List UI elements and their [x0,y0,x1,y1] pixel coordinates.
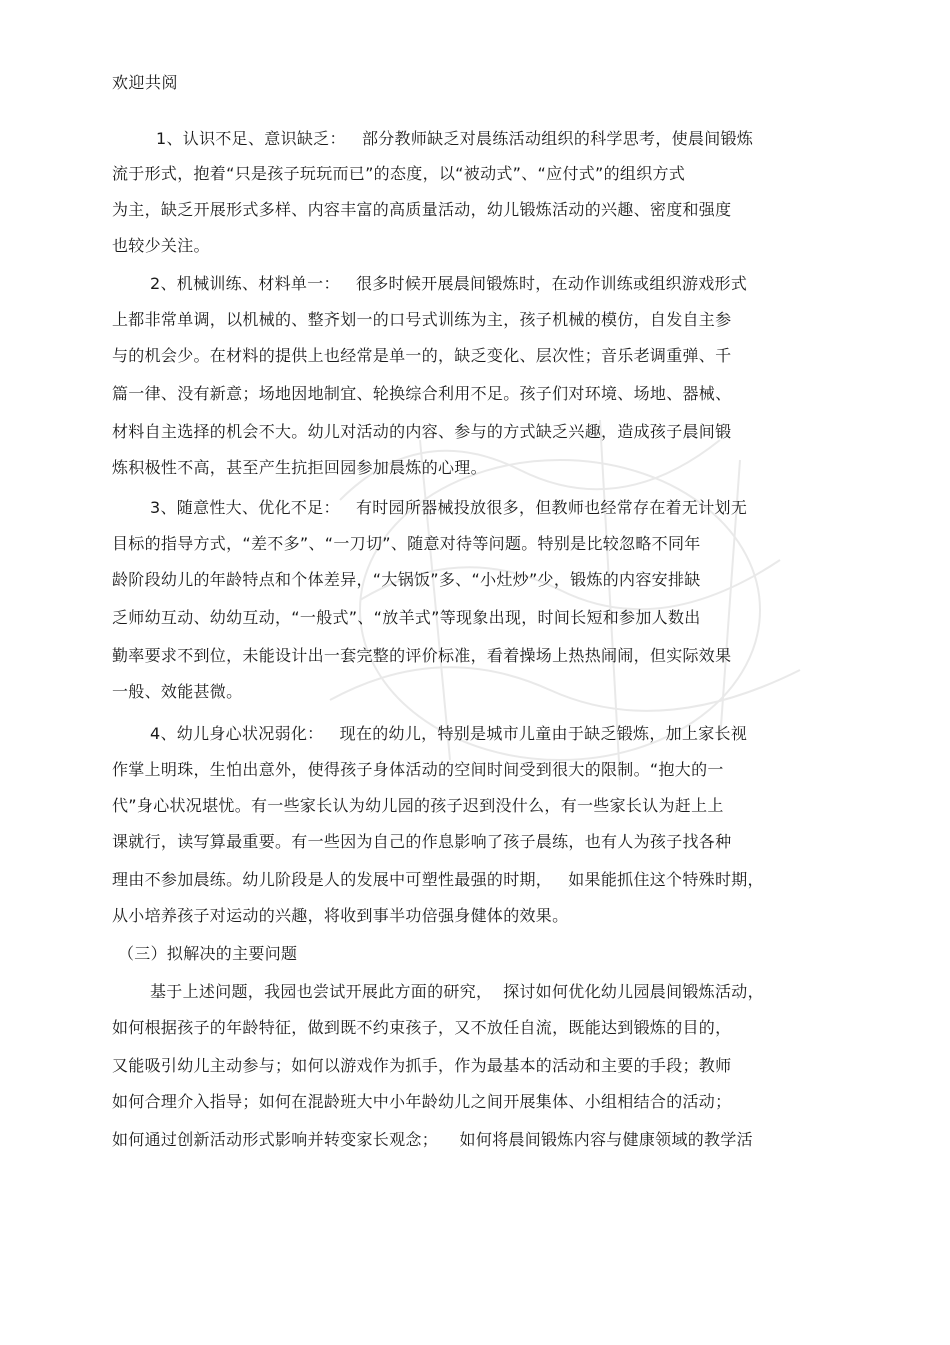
paragraph-line: 2、机械训练、材料单一： 很多时候开展晨间锻炼时，在动作训练或组织游戏形式 [150,274,748,293]
paragraph-line: 勤率要求不到位，未能设计出一套完整的评价标准，看着操场上热热闹闹，但实际效果 [112,646,732,665]
paragraph-line: 材料自主选择的机会不大。幼儿对活动的内容、参与的方式缺乏兴趣，造成孩子晨间锻 [112,422,732,441]
paragraph-line: 也较少关注。 [112,236,210,255]
paragraph-line: 从小培养孩子对运动的兴趣，将收到事半功倍强身健体的效果。 [112,906,569,925]
paragraph-line: 基于上述问题，我园也尝试开展此方面的研究， 探讨如何优化幼儿园晨间锻炼活动， [150,982,764,1001]
section-heading: （三）拟解决的主要问题 [118,944,298,963]
paragraph-line: 乏师幼互动、幼幼互动，“一般式”、“放羊式”等现象出现，时间长短和参加人数出 [112,608,701,627]
paragraph-line: 4、幼儿身心状况弱化： 现在的幼儿，特别是城市儿童由于缺乏锻炼，加上家长视 [150,724,748,743]
paragraph-line: 作掌上明珠，生怕出意外，使得孩子身体活动的空间时间受到很大的限制。“抱大的一 [112,760,724,779]
paragraph-line: 如何根据孩子的年龄特征，做到既不约束孩子，又不放任自流，既能达到锻炼的目的， [112,1018,732,1037]
watermark-seal [300,380,840,820]
paragraph-line: 课就行，读写算最重要。有一些因为自己的作息影响了孩子晨练，也有人为孩子找各种 [112,832,732,851]
paragraph-line: 3、随意性大、优化不足： 有时园所器械投放很多，但教师也经常存在着无计划无 [150,498,748,517]
paragraph-line: 上都非常单调，以机械的、整齐划一的口号式训练为主，孩子机械的模仿，自发自主参 [112,310,732,329]
page-header: 欢迎共阅 [112,73,179,92]
paragraph-line: 篇一律、没有新意；场地因地制宜、轮换综合利用不足。孩子们对环境、场地、器械、 [112,384,732,403]
paragraph-line: 龄阶段幼儿的年龄特点和个体差异，“大锅饭”多、“小灶炒”少，锻炼的内容安排缺 [112,570,701,589]
paragraph-line: 1、认识不足、意识缺乏： 部分教师缺乏对晨练活动组织的科学思考，使晨间锻炼 [156,129,754,148]
paragraph-line: 流于形式，抱着“只是孩子玩玩而已”的态度，以“被动式”、“应付式”的组织方式 [112,164,686,183]
paragraph-line: 目标的指导方式，“差不多”、“一刀切”、随意对待等问题。特别是比较忽略不同年 [112,534,701,553]
paragraph-line: 炼积极性不高，甚至产生抗拒回园参加晨炼的心理。 [112,458,487,477]
paragraph-line: 如何合理介入指导；如何在混龄班大中小年龄幼儿之间开展集体、小组相结合的活动； [112,1092,732,1111]
paragraph-line: 又能吸引幼儿主动参与；如何以游戏作为抓手，作为最基本的活动和主要的手段；教师 [112,1056,732,1075]
paragraph-line: 与的机会少。在材料的提供上也经常是单一的，缺乏变化、层次性；音乐老调重弹、千 [112,346,732,365]
paragraph-line: 为主，缺乏开展形式多样、内容丰富的高质量活动，幼儿锻炼活动的兴趣、密度和强度 [112,200,732,219]
paragraph-line: 理由不参加晨练。幼儿阶段是人的发展中可塑性最强的时期， 如果能抓住这个特殊时期， [112,870,764,889]
paragraph-line: 一般、效能甚微。 [112,682,243,701]
paragraph-line: 如何通过创新活动形式影响并转变家长观念； 如何将晨间锻炼内容与健康领域的教学活 [112,1130,753,1149]
paragraph-line: 代”身心状况堪忧。有一些家长认为幼儿园的孩子迟到没什么，有一些家长认为赶上上 [112,796,724,815]
